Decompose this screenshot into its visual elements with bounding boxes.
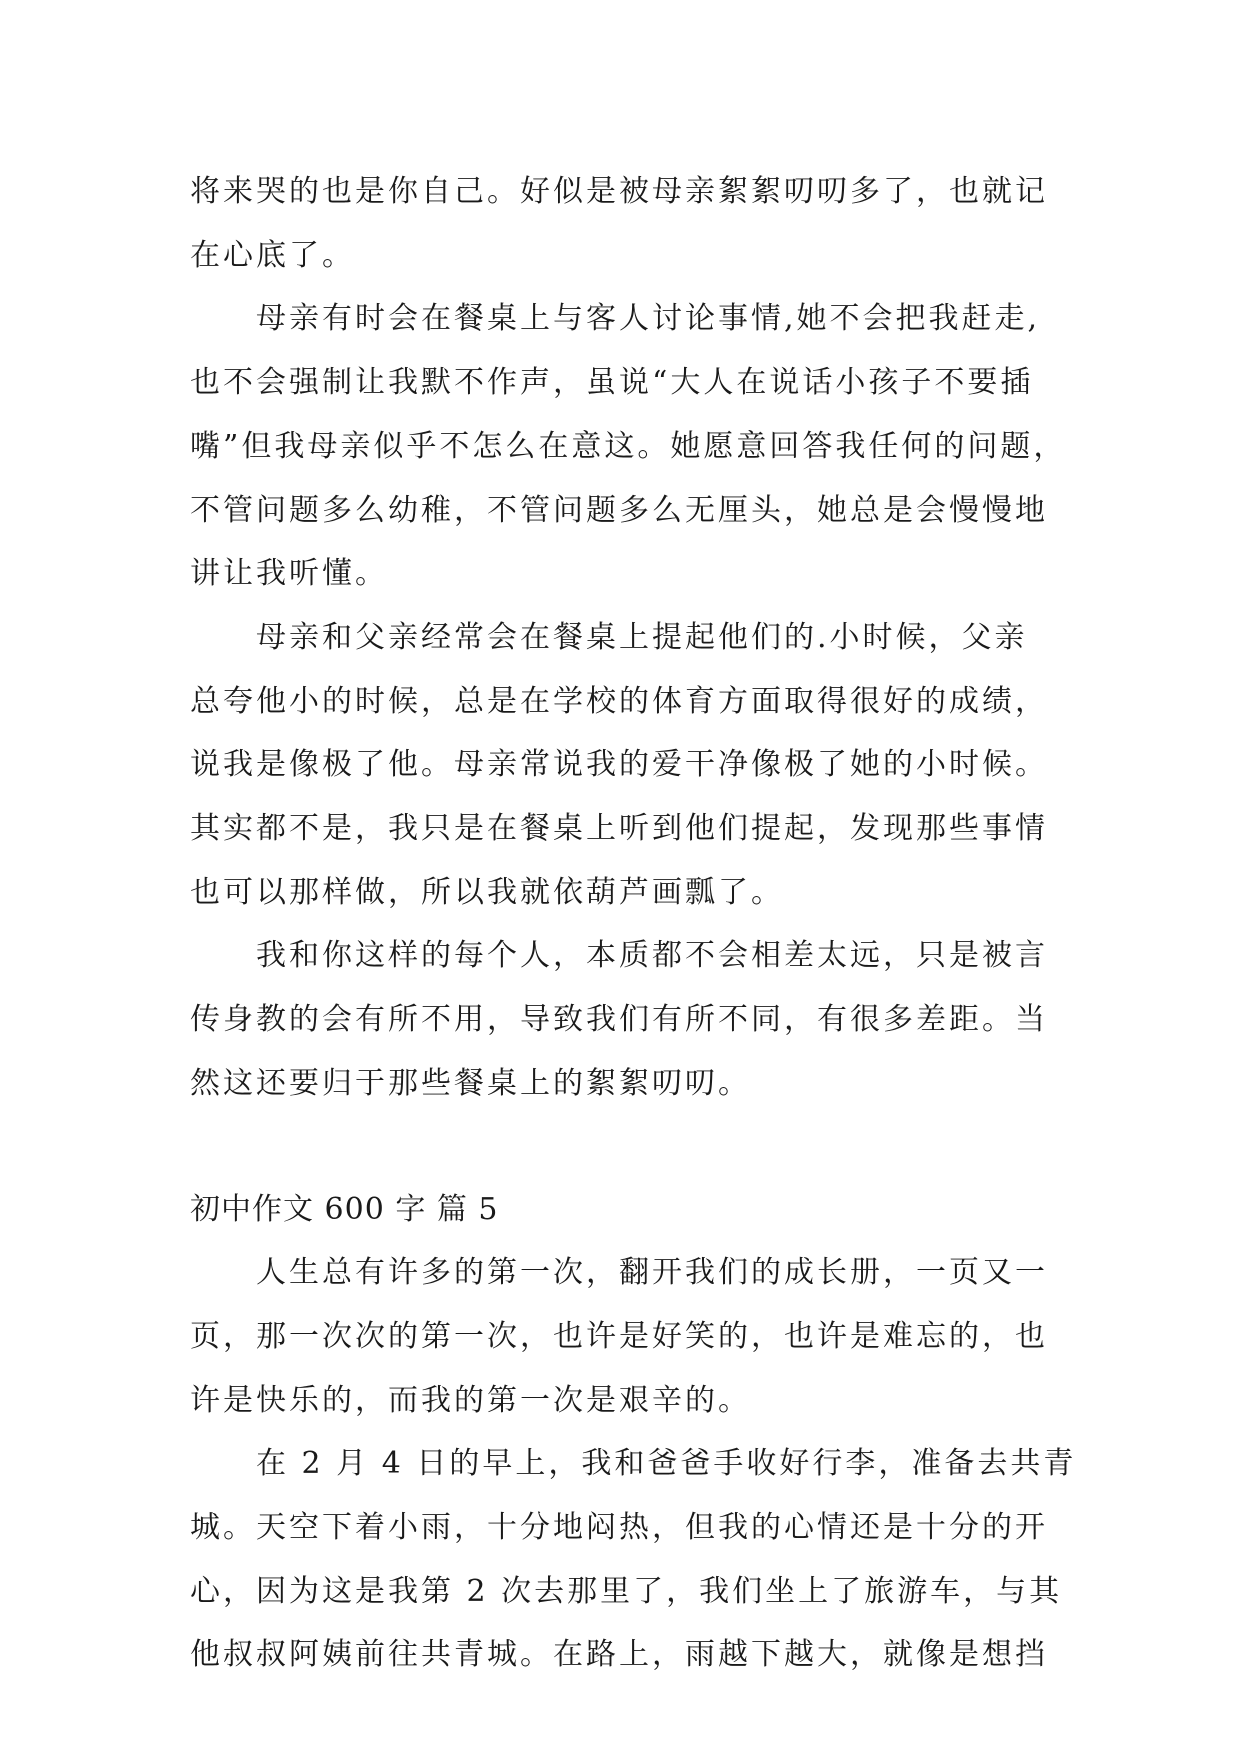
section-heading: 初中作文 600 字 篇 5 bbox=[190, 1191, 499, 1227]
text-line: 将来哭的也是你自己。好似是被母亲絮絮叨叨多了，也就记 bbox=[190, 174, 1048, 209]
paragraph-2 bbox=[190, 287, 1090, 606]
text-line: 母亲和父亲经常会在餐桌上提起他们的.小时候，父亲 bbox=[256, 619, 1028, 655]
text-line: 页，那一次次的第一次，也许是好笑的，也许是难忘的，也 bbox=[190, 1318, 1048, 1354]
text-line: 说我是像极了他。母亲常说我的爱干净像极了她的小时候。 bbox=[190, 747, 1048, 783]
text-line: 在 2 月 4 日的早上，我和爸爸手收好行李，准备去共青 bbox=[256, 1446, 1077, 1482]
text-line: 讲让我听懂。 bbox=[190, 556, 388, 592]
text-line: 在心底了。 bbox=[190, 237, 355, 273]
text-line: 人生总有许多的第一次，翻开我们的成长册，一页又一 bbox=[256, 1255, 1048, 1291]
text-line: 他叔叔阿姨前往共青城。在路上，雨越下越大，就像是想挡 bbox=[190, 1637, 1048, 1673]
paragraph-4 bbox=[190, 924, 1090, 1115]
text-line: 嘴”但我母亲似乎不怎么在意这。她愿意回答我任何的问题， bbox=[190, 428, 1067, 464]
text-line: 许是快乐的，而我的第一次是艰辛的。 bbox=[190, 1382, 751, 1418]
text-line: 城。天空下着小雨，十分地闷热，但我的心情还是十分的开 bbox=[190, 1510, 1048, 1546]
paragraph-3 bbox=[190, 606, 1090, 925]
document-body bbox=[190, 160, 1090, 1687]
paragraph-5 bbox=[190, 1241, 1090, 1432]
text-line: 也可以那样做，所以我就依葫芦画瓢了。 bbox=[190, 874, 784, 910]
text-line: 然这还要归于那些餐桌上的絮絮叨叨。 bbox=[190, 1065, 751, 1101]
section-spacer bbox=[190, 1116, 1090, 1178]
text-line: 心，因为这是我第 2 次去那里了，我们坐上了旅游车，与其 bbox=[190, 1573, 1063, 1609]
text-line: 其实都不是，我只是在餐桌上听到他们提起，发现那些事情 bbox=[190, 811, 1048, 847]
text-line: 母亲有时会在餐桌上与客人讨论事情,她不会把我赶走, bbox=[256, 301, 1041, 337]
text-line: 也不会强制让我默不作声，虽说“大人在说话小孩子不要插 bbox=[190, 365, 1034, 401]
text-line: 传身教的会有所不用，导致我们有所不同，有很多差距。当 bbox=[190, 1002, 1048, 1038]
paragraph-6 bbox=[190, 1432, 1090, 1687]
paragraph-1 bbox=[190, 160, 1090, 287]
text-line: 不管问题多么幼稚，不管问题多么无厘头，她总是会慢慢地 bbox=[190, 492, 1048, 528]
text-line: 总夸他小的时候，总是在学校的体育方面取得很好的成绩， bbox=[190, 683, 1048, 719]
text-line: 我和你这样的每个人，本质都不会相差太远，只是被言 bbox=[256, 938, 1048, 974]
